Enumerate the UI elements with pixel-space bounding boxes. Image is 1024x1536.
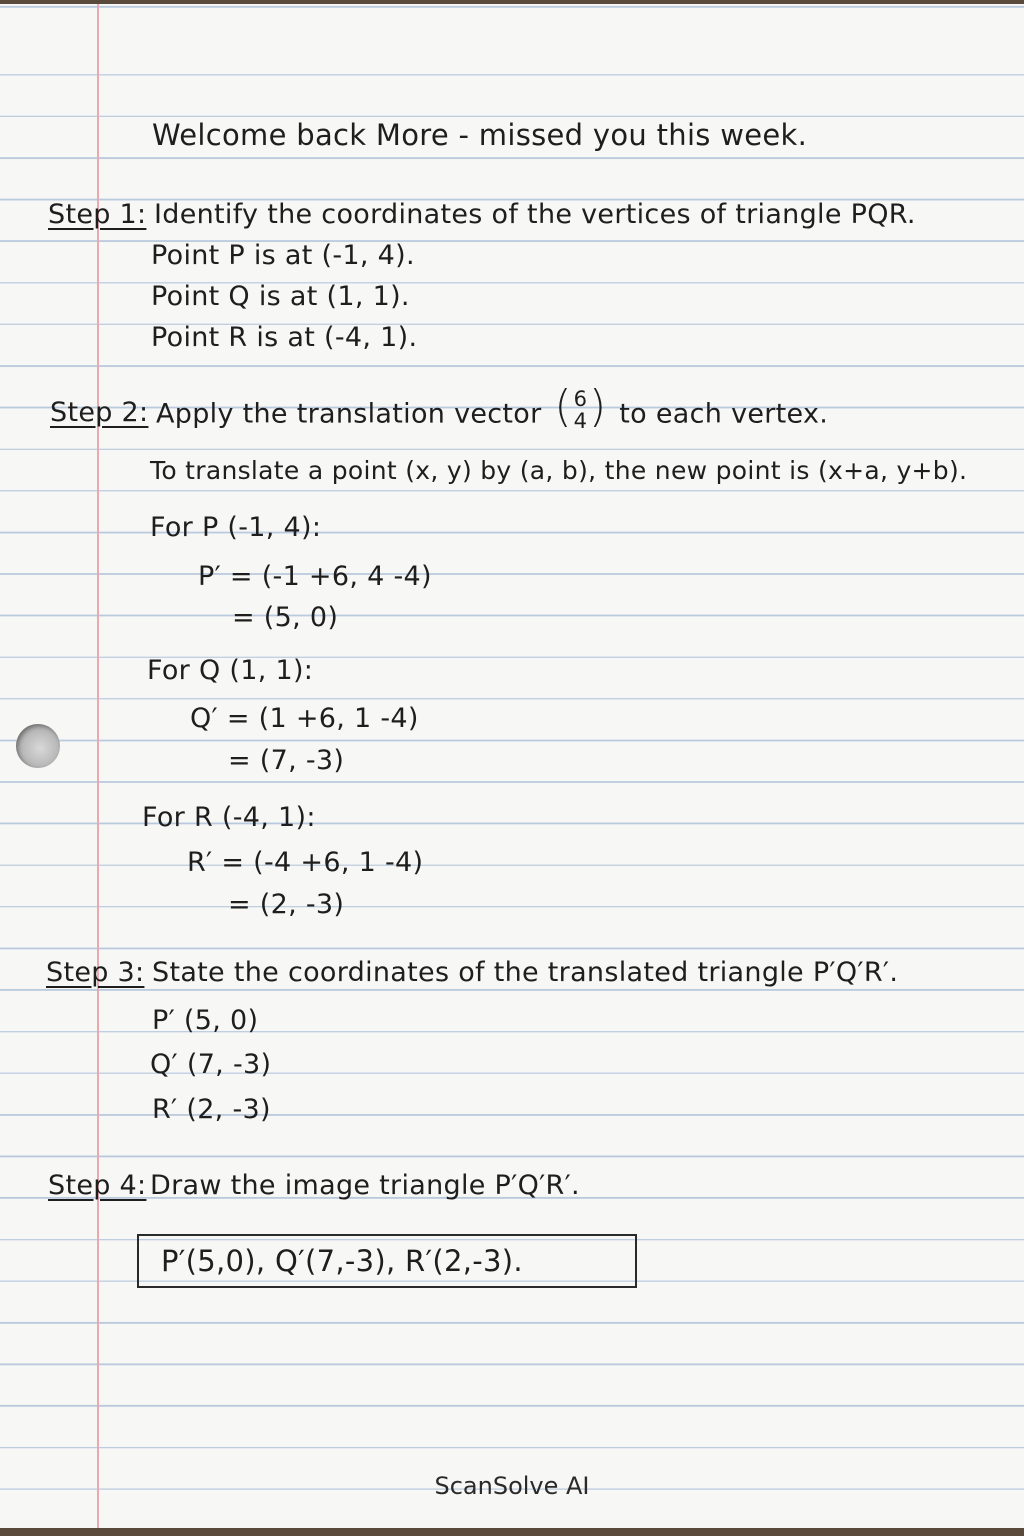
step-1-line: Point P is at (-1, 4). [151, 240, 415, 271]
step-4-label: Step 4: [48, 1170, 147, 1201]
notebook-page [0, 4, 1024, 1528]
r-calc-line-1: R′ = (-4 +6, 1 -4) [187, 847, 424, 878]
margin-line [97, 4, 99, 1528]
step-3-line: Q′ (7, -3) [150, 1049, 272, 1080]
r-calc-line-2: = (2, -3) [228, 889, 345, 920]
vector-top: 6 [573, 387, 588, 411]
p-calc-line-1: P′ = (-1 +6, 4 -4) [198, 561, 432, 592]
translation-rule: To translate a point (x, y) by (a, b), the new point is (x+a, y+b). [150, 456, 968, 485]
step-4-text: Draw the image triangle P′Q′R′. [150, 1170, 580, 1201]
footer-brand: ScanSolve AI [434, 1472, 590, 1500]
step-3-text: State the coordinates of the translated triangle P′Q′R′. [152, 957, 899, 988]
p-calc-line-2: = (5, 0) [232, 602, 339, 633]
step-2-text-before: Apply the translation vector [156, 398, 542, 430]
q-calc-line-1: Q′ = (1 +6, 1 -4) [190, 703, 419, 734]
step-2-label: Step 2: [50, 397, 149, 428]
greeting: Welcome back More - missed you this week. [152, 118, 808, 152]
step-3-line: R′ (2, -3) [152, 1094, 271, 1125]
step-1-line: Point Q is at (1, 1). [151, 281, 410, 312]
r-heading: For R (-4, 1): [142, 802, 316, 833]
translation-vector: ( 6 4 ) [554, 381, 607, 433]
punch-hole [16, 724, 60, 768]
step-1-label: Step 1: [48, 199, 147, 230]
p-heading: For P (-1, 4): [150, 512, 322, 543]
vector-bottom: 4 [573, 409, 588, 433]
q-calc-line-2: = (7, -3) [228, 745, 345, 776]
step-2-text-after: to each vertex. [619, 398, 829, 430]
step-3-line: P′ (5, 0) [152, 1005, 259, 1036]
step-2-heading [156, 381, 829, 434]
step-3-label: Step 3: [46, 957, 145, 988]
step-1-line: Point R is at (-4, 1). [151, 322, 418, 353]
final-answer-box [137, 1234, 637, 1288]
step-1-text: Identify the coordinates of the vertices of triangle PQR. [154, 199, 916, 230]
q-heading: For Q (1, 1): [147, 655, 314, 686]
final-answer: P′(5,0), Q′(7,-3), R′(2,-3). [161, 1244, 523, 1278]
